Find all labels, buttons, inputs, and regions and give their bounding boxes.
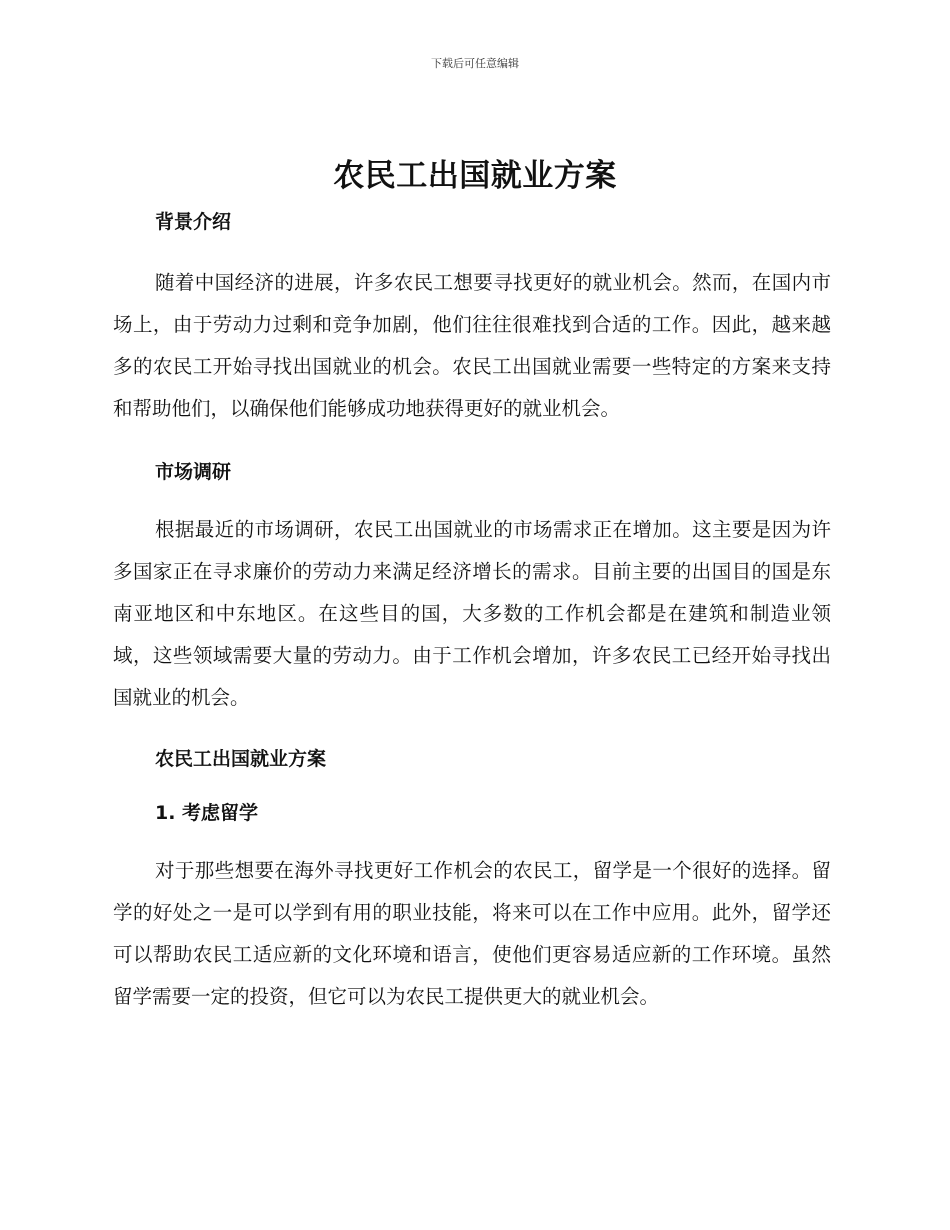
page-header: 下载后可任意编辑 bbox=[431, 57, 519, 70]
section-paragraph-market: 根据最近的市场调研，农民工出国就业的市场需求正在增加。这主要是因为许多国家正在寻求廉价的劳动力来满足经济增长的需求。目前主要的出国目的国是东南亚地区和中东地区。在这些目的国，大多数的工作机会都是在建筑和制造业领域，这些领域需要大量的劳动力。由于工作机会增加，许多农民工已经开始寻找出国就业的机会。 bbox=[113, 518, 831, 709]
subsection-heading-study-abroad: 1. 考虑留学 bbox=[155, 802, 259, 824]
section-heading-market: 市场调研 bbox=[155, 461, 232, 483]
document-title: 农民工出国就业方案 bbox=[333, 158, 617, 194]
section-heading-plan: 农民工出国就业方案 bbox=[155, 748, 327, 770]
section-paragraph-background: 随着中国经济的进展，许多农民工想要寻找更好的就业机会。然而，在国内市场上，由于劳动力过剩和竞争加剧，他们往往很难找到合适的工作。因此，越来越多的农民工开始寻找出国就业的机会。农民工出国就业需要一些特定的方案来支持和帮助他们，以确保他们能够成功地获得更好的就业机会。 bbox=[113, 271, 831, 420]
subsection-paragraph-study-abroad: 对于那些想要在海外寻找更好工作机会的农民工，留学是一个很好的选择。留学的好处之一是可以学到有用的职业技能，将来可以在工作中应用。此外，留学还可以帮助农民工适应新的文化环境和语言，使他们更容易适应新的工作环境。虽然留学需要一定的投资，但它可以为农民工提供更大的就业机会。 bbox=[113, 859, 831, 1008]
section-heading-background: 背景介绍 bbox=[155, 211, 232, 233]
document-body bbox=[113, 196, 831, 1018]
